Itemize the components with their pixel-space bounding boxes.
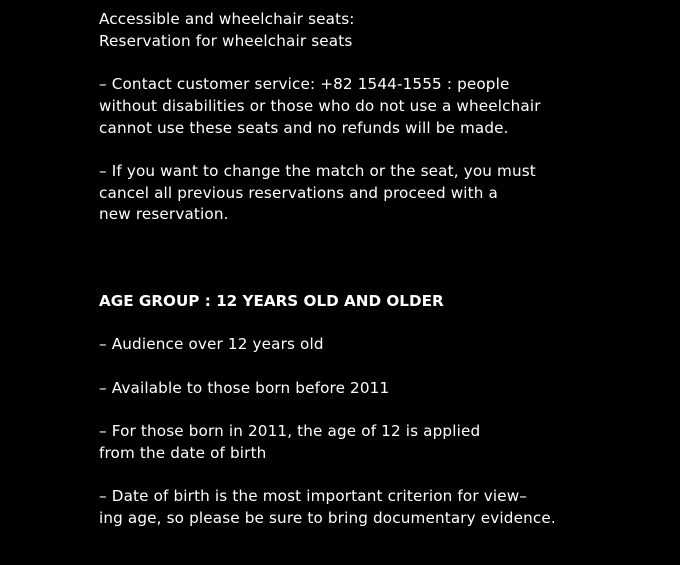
born-in-line-1: – For those born in 2011, the age of 12 is applied [99, 422, 481, 441]
accessible-seats-title: Accessible and wheelchair seats: [99, 10, 355, 28]
age-over-12-item: – Audience over 12 years old [99, 335, 324, 354]
change-line-3: new reservation. [99, 205, 229, 224]
contact-line-2: without disabilities or those who do not use a wheelchair [99, 96, 541, 115]
contact-line-3: cannot use these seats and no refunds will be made. [99, 118, 509, 137]
born-in-2011-paragraph [99, 421, 659, 464]
born-before-item: – Available to those born before 2011 [99, 378, 390, 397]
contact-customer-service-paragraph [99, 74, 659, 139]
dob-line-1: – Date of birth is the most important criterion for view– [99, 487, 528, 506]
wheelchair-reservation-subtitle: Reservation for wheelchair seats [99, 31, 353, 50]
change-line-1: – If you want to change the match or the seat, you must [99, 161, 536, 180]
dob-line-2: ing age, so please be sure to bring documentary evidence. [99, 508, 556, 527]
contact-line-1: – Contact customer service: +82 1544-1555 : people [99, 75, 510, 94]
notice-document [99, 9, 659, 530]
change-reservation-paragraph [99, 161, 659, 226]
change-line-2: cancel all previous reservations and proceed with a [99, 183, 498, 202]
born-in-line-2: from the date of birth [99, 443, 267, 462]
age-group-heading: AGE GROUP : 12 YEARS OLD AND OLDER [99, 292, 444, 310]
accessible-seats-heading [99, 9, 659, 52]
date-of-birth-paragraph [99, 486, 659, 529]
